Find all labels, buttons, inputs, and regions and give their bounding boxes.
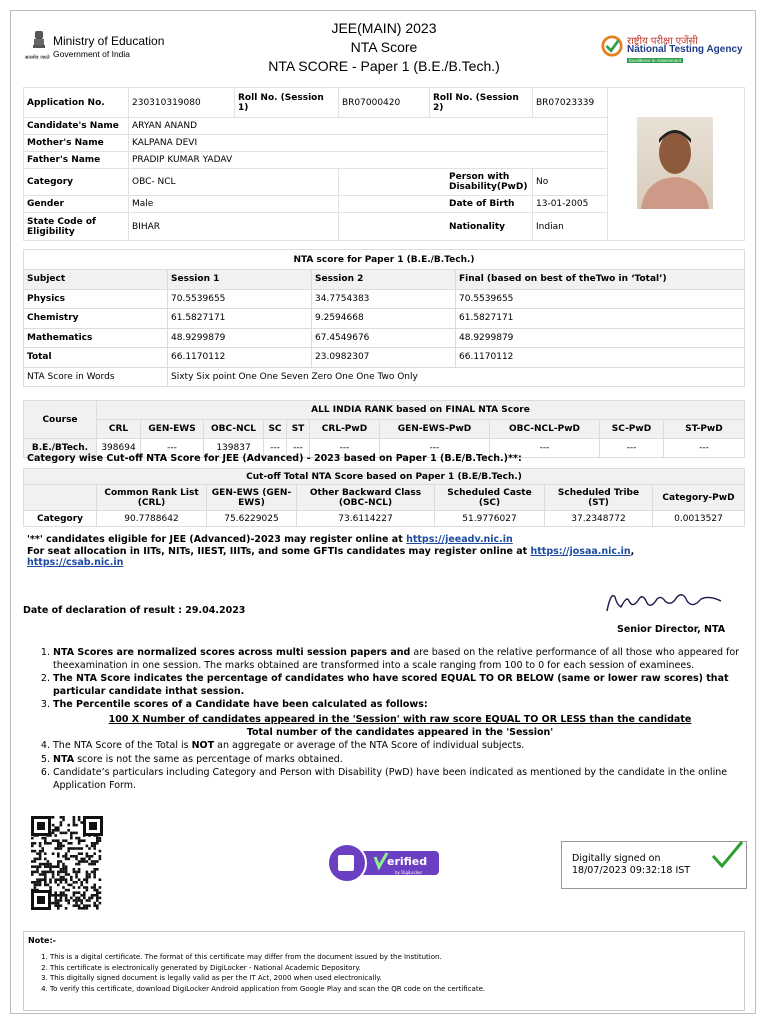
column-header: Other Backward Class (OBC-NCL) [297,485,435,511]
paper-title: NTA SCORE - Paper 1 (B.E./B.Tech.) [268,58,500,74]
photo-silhouette [637,117,713,209]
table-cell: 51.9776027 [435,511,545,527]
table-cell: 66.1170112 [168,348,312,368]
application-no-value: 230310319080 [129,88,235,118]
score-words-label: NTA Score in Words [24,367,168,387]
rank-header-row [24,420,745,439]
table-cell: --- [264,439,287,458]
table-row [24,401,745,420]
nta-logo-icon [601,35,623,57]
table-cell: 9.2594668 [312,309,456,329]
column-header: SC-PwD [600,420,664,439]
column-header: GEN-EWS [141,420,204,439]
column-header: Category-PwD [653,485,745,511]
note-bold: NOT [191,740,215,752]
gender-value: Male [129,196,339,213]
list-item: 4. To verify this certificate, download DigiLocker Android application from Google Play and scan the QR code on the certificate. [50,984,485,995]
table-cell: 48.9299879 [168,328,312,348]
nta-logo [601,33,751,73]
father-value: PRADIP KUMAR YADAV [129,152,608,169]
dob-label: Date of Birth [339,196,533,213]
josaa-link[interactable]: https://josaa.nic.in [530,545,631,557]
table-cell: 398694 [97,439,141,458]
table-cell: --- [490,439,600,458]
list-item: 1. This is a digital certificate. The format of this certificate may differ from the document issued by the Institution. [50,952,485,963]
declaration-date: Date of declaration of result : 29.04.2023 [23,605,246,616]
link-text: '**' candidates eligible for JEE (Advanced)-2023 may register online at [27,534,407,545]
table-cell: --- [380,439,490,458]
column-header: OBC-NCL-PwD [490,420,600,439]
note-text: Candidate’s particulars including Category and Person with Disability (PwD) have been indicated as mentioned by the candidate in the online Application Form. [53,767,728,791]
table-row [24,367,745,387]
column-header: Subject [24,270,168,290]
column-header: CRL-PwD [310,420,380,439]
table-cell: --- [310,439,380,458]
roll2-value: BR07023339 [533,88,608,118]
gender-label: Gender [24,196,129,213]
jee-advanced-line [27,534,634,546]
josaa-line [27,546,634,558]
table-cell: --- [664,439,745,458]
table-cell: 66.1170112 [456,348,745,368]
table-cell: 34.7754383 [312,289,456,309]
column-header: GEN-EWS (GEN-EWS) [207,485,297,511]
header [11,11,757,91]
digital-signature-box [561,841,747,889]
government-name: Government of India [53,49,131,59]
signatory-title: Senior Director, NTA [617,624,726,635]
list-item [53,699,747,739]
name-value: ARYAN ANAND [129,118,608,135]
checkmark-icon [710,840,744,870]
table-cell: --- [600,439,664,458]
registration-links [27,534,634,569]
table-cell: 70.5539655 [456,289,745,309]
footer-heading: Note:- [28,936,56,945]
formula-numerator: 100 X Number of candidates appeared in the 'Session' with raw score EQUAL TO OR LESS than the candidate [108,713,692,725]
course-cell: B.E./BTech. [24,439,97,458]
table-cell: 48.9299879 [456,328,745,348]
table-cell: 73.6114227 [297,511,435,527]
table-row [24,511,745,527]
nationality-value: Indian [533,213,608,241]
row-label: Category [24,511,97,527]
roll2-label: Roll No. (Session 2) [430,88,533,118]
table-cell: 139837 [204,439,264,458]
note-text: The NTA Score of the Total is [53,740,192,752]
application-no-label: Application No. [24,88,129,118]
all-india-rank-table [23,400,745,458]
table-row [24,88,745,118]
jeeadv-link[interactable]: https://jeeadv.nic.in [406,534,513,545]
subject-cell: Total [24,348,168,368]
exam-title: JEE(MAIN) 2023 [331,20,437,36]
blank-header [24,485,97,511]
list-item [53,740,747,753]
table-cell: 90.7788642 [97,511,207,527]
csab-link[interactable]: https://csab.nic.in [27,557,124,568]
roll1-value: BR07000420 [339,88,430,118]
column-header: Session 2 [312,270,456,290]
signature-icon [601,587,731,617]
table-cell: --- [141,439,204,458]
list-item [53,754,747,767]
score-title: NTA Score [350,39,418,55]
ministry-name: Ministry of Education [53,34,165,48]
nta-hindi-name: राष्ट्रीय परीक्षा एजेंसी [627,36,698,47]
score-card-page [10,10,756,1014]
note-text: an aggregate or average of the NTA Score of individual subjects. [214,740,525,752]
mother-value: KALPANA DEVI [129,135,608,152]
column-header: Scheduled Caste (SC) [435,485,545,511]
list-item [53,767,747,792]
nta-english-name: National Testing Agency [627,44,743,55]
roll1-label: Roll No. (Session 1) [235,88,339,118]
note-bold: NTA [53,753,75,765]
candidate-photo [637,117,713,209]
column-header: Final (based on best of theTwo in ‘Total’) [456,270,745,290]
category-label: Category [24,169,129,196]
column-header: ST-PwD [664,420,745,439]
note-text: The NTA Score indicates the percentage of candidates who have scored EQUAL TO OR BELOW (same or lower raw scores) that particular candidate inthat session. [53,673,729,697]
table-row [24,469,745,485]
verified-badge [327,843,441,883]
note-text: score is not the same as percentage of marks obtained. [74,753,343,765]
score-words-value: Sixty Six point One One Seven Zero One One Two Only [168,367,745,387]
verified-sub: by DigiLocker [395,870,423,875]
table-row [24,348,745,368]
table-cell: 23.0982307 [312,348,456,368]
list-item: 3. This digitally signed document is legally valid as per the IT Act, 2000 when used electronically. [50,973,485,984]
table-cell: 37.2348772 [545,511,653,527]
qr-code-icon [31,816,103,910]
note-text: are based on the relative performance of all those who appeared for theexamination in one session. The marks obtained are transformed into a scale ranging from 100 to 0 for each session of examinees. [53,647,740,671]
nta-score-table [23,249,745,387]
ministry-logo [23,29,183,65]
cutoff-table-title: Cut-off Total NTA Score based on Paper 1 (B.E/B.Tech.) [24,469,745,485]
column-header: ST [287,420,310,439]
table-cell: 70.5539655 [168,289,312,309]
csab-line [27,557,634,569]
mother-label: Mother's Name [24,135,129,152]
score-header-row [24,270,745,290]
table-cell: 0.0013527 [653,511,745,527]
list-item [53,673,747,698]
dob-value: 13-01-2005 [533,196,608,213]
father-label: Father's Name [24,152,129,169]
link-text: For seat allocation in IITs, NITs, IIEST, IIITs, and some GFTIs candidates may register online at [27,545,531,557]
table-cell: 75.6229025 [207,511,297,527]
signed-label: Digitally signed on [572,853,661,864]
subject-cell: Chemistry [24,309,168,329]
nta-tagline: Excellence in Assessment [629,58,682,63]
signed-timestamp: 18/07/2023 09:32:18 IST [572,865,691,876]
document-titles [211,19,557,76]
state-label: State Code of Eligibility [24,213,129,241]
pwd-label: Person with Disability(PwD) [339,169,533,196]
emblem-caption: सत्यमेव जयते [25,55,50,61]
comma: , [630,545,635,557]
column-header: Common Rank List (CRL) [97,485,207,511]
cutoff-table [23,468,745,527]
table-row [24,328,745,348]
name-label: Candidate's Name [24,118,129,135]
digital-signature-text [572,853,690,877]
course-header: Course [24,401,97,439]
state-value: BIHAR [129,213,339,241]
pwd-value: No [533,169,608,196]
note-bold: NTA Scores are normalized scores across multi session papers and [53,647,411,658]
table-row [24,309,745,329]
cutoff-heading: Category wise Cut-off NTA Score for JEE (Advanced) - 2023 based on Paper 1 (B.E/B.Tech.)**: [27,453,522,464]
column-header: SC [264,420,287,439]
cutoff-header-row [24,485,745,511]
rank-table-title: ALL INDIA RANK based on FINAL NTA Score [97,401,745,420]
column-header: OBC-NCL [204,420,264,439]
notes-list [35,647,747,794]
column-header: CRL [97,420,141,439]
table-row [24,250,745,270]
category-value: OBC- NCL [129,169,339,196]
table-cell: 61.5827171 [456,309,745,329]
table-cell: 67.4549676 [312,328,456,348]
list-item: 2. This certificate is electronically generated by DigiLocker - National Academic Depository. [50,963,485,974]
footer-notes [23,931,745,1011]
column-header: GEN-EWS-PwD [380,420,490,439]
subject-cell: Physics [24,289,168,309]
table-cell: 61.5827171 [168,309,312,329]
table-row [24,289,745,309]
subject-cell: Mathematics [24,328,168,348]
score-table-title: NTA score for Paper 1 (B.E./B.Tech.) [24,250,745,270]
verified-label: erified [387,855,428,868]
nationality-label: Nationality [339,213,533,241]
footer-list [50,952,485,994]
list-item [53,647,747,672]
formula-denominator: Total number of the candidates appeared in the 'Session' [246,726,554,738]
column-header: Session 1 [168,270,312,290]
note-text: The Percentile scores of a Candidate have been calculated as follows: [53,699,428,711]
column-header: Scheduled Tribe (ST) [545,485,653,511]
table-cell: --- [287,439,310,458]
